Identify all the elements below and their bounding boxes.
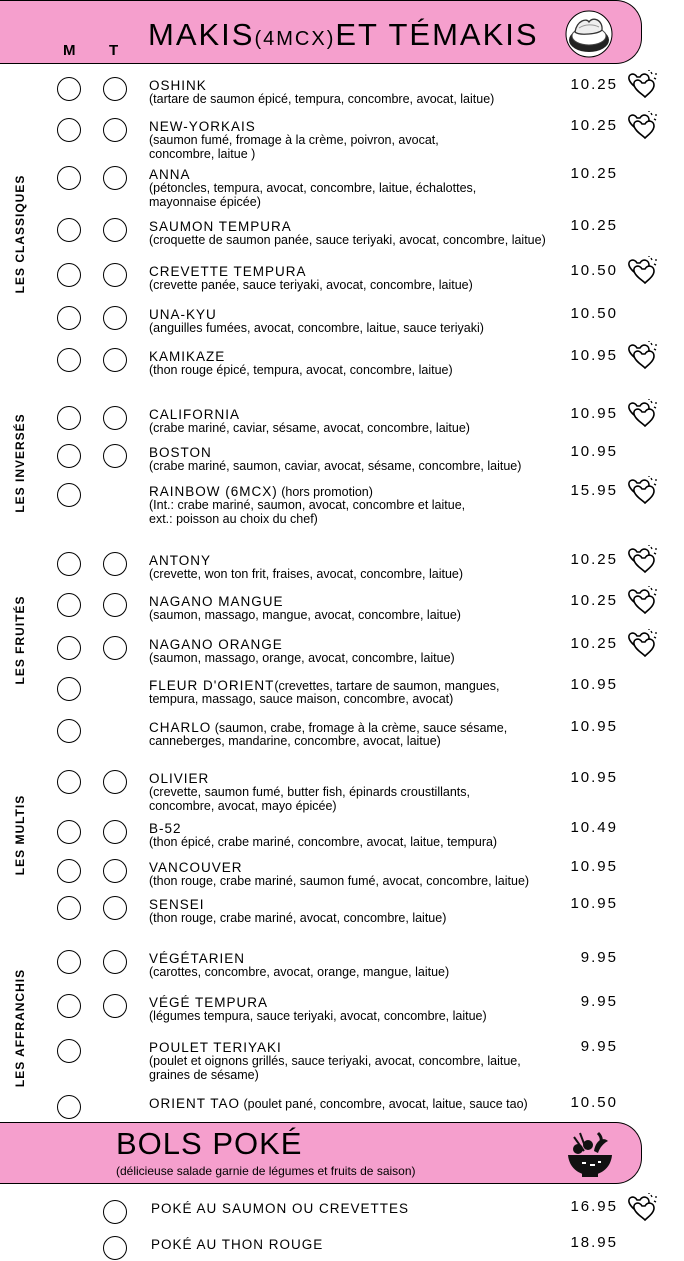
choice-t-circle[interactable] — [103, 896, 127, 920]
heart-flame-icon — [627, 110, 661, 140]
item-price: 10.25 — [570, 76, 618, 93]
poke-item-name: POKÉ AU THON ROUGE — [151, 1237, 324, 1252]
item-price: 10.25 — [570, 592, 618, 609]
choice-t-circle[interactable] — [103, 820, 127, 844]
item-name — [149, 264, 307, 279]
item-inline-desc: (saumon, crabe, fromage à la crème, sauce sésame, — [211, 721, 508, 735]
item-description: (crevette panée, sauce teriyaki, avocat, concombre, laitue) — [149, 278, 473, 292]
item-price: 9.95 — [580, 949, 618, 966]
choice-m-circle[interactable] — [57, 719, 81, 743]
choice-m-circle[interactable] — [57, 444, 81, 468]
heart-flame-icon — [627, 69, 661, 99]
choice-t-circle[interactable] — [103, 444, 127, 468]
item-price: 10.95 — [570, 443, 618, 460]
poke-bowl-icon — [564, 1129, 616, 1179]
heart-flame-icon — [627, 255, 661, 285]
choice-m-circle[interactable] — [57, 263, 81, 287]
item-inline-desc: (poulet pané, concombre, avocat, laitue, sauce tao) — [240, 1097, 528, 1111]
makis-banner — [0, 0, 642, 64]
item-price: 10.25 — [570, 217, 618, 234]
choice-m-circle[interactable] — [57, 77, 81, 101]
item-price: 10.50 — [570, 1094, 618, 1111]
item-price: 10.25 — [570, 551, 618, 568]
item-price: 10.50 — [570, 262, 618, 279]
item-description: (anguilles fumées, avocat, concombre, laitue, sauce teriyaki) — [149, 321, 484, 335]
item-name-text: BOSTON — [149, 445, 212, 460]
choice-t-circle[interactable] — [103, 118, 127, 142]
choice-m-circle[interactable] — [57, 896, 81, 920]
poke-choice-circle[interactable] — [103, 1236, 127, 1260]
column-header-t: T — [109, 42, 119, 59]
item-name — [149, 349, 225, 364]
item-name-text: ANNA — [149, 167, 191, 182]
heart-flame-icon — [627, 544, 661, 574]
item-description: canneberges, mandarine, concombre, avocat, laitue) — [149, 734, 441, 748]
item-description: (thon épicé, crabe mariné, concombre, avocat, laitue, tempura) — [149, 835, 498, 849]
section-label-affranchis: LES AFFRANCHIS — [13, 968, 27, 1088]
choice-t-circle[interactable] — [103, 166, 127, 190]
item-description: (crabe mariné, saumon, caviar, avocat, sésame, concombre, laitue) — [149, 459, 522, 473]
choice-m-circle[interactable] — [57, 636, 81, 660]
item-inline-desc: (hors promotion) — [277, 485, 373, 499]
item-name — [149, 1040, 282, 1055]
item-price: 9.95 — [580, 993, 618, 1010]
item-name-text: OLIVIER — [149, 771, 210, 786]
item-description: (Int.: crabe mariné, saumon, avocat, concombre et laitue, ext.: poisson au choix du chef) — [149, 498, 466, 526]
item-name-text: RAINBOW (6MCX) — [149, 484, 278, 499]
item-name-text: FLEUR D'ORIENT — [149, 678, 275, 693]
item-price: 10.95 — [570, 676, 618, 693]
item-price: 10.95 — [570, 895, 618, 912]
item-name — [149, 407, 240, 422]
item-name-text: CALIFORNIA — [149, 407, 241, 422]
poke-subtitle: (délicieuse salade garnie de légumes et fruits de saison) — [116, 1164, 416, 1178]
poke-item-price: 18.95 — [570, 1234, 618, 1251]
item-name-text: SENSEI — [149, 897, 205, 912]
item-price: 10.25 — [570, 117, 618, 134]
item-name-text: SAUMON TEMPURA — [149, 219, 292, 234]
sushi-icon — [565, 10, 613, 58]
choice-m-circle[interactable] — [57, 677, 81, 701]
item-name-text: VÉGÉTARIEN — [149, 951, 246, 966]
item-name-text: ANTONY — [149, 553, 212, 568]
item-description: (saumon, massago, mangue, avocat, concombre, laitue) — [149, 608, 461, 622]
item-description: (poulet et oignons grillés, sauce teriyaki, avocat, concombre, laitue, graines de sésame) — [149, 1054, 521, 1082]
choice-t-circle[interactable] — [103, 636, 127, 660]
choice-m-circle[interactable] — [57, 166, 81, 190]
item-price: 10.25 — [570, 165, 618, 182]
item-name — [149, 553, 211, 568]
item-name — [149, 1096, 528, 1112]
heart-flame-icon — [627, 628, 661, 658]
choice-t-circle[interactable] — [103, 770, 127, 794]
item-name-text: KAMIKAZE — [149, 349, 226, 364]
choice-m-circle[interactable] — [57, 859, 81, 883]
item-description: (thon rouge, crabe mariné, avocat, concombre, laitue) — [149, 911, 447, 925]
choice-t-circle[interactable] — [103, 994, 127, 1018]
item-name — [149, 167, 191, 182]
choice-t-circle[interactable] — [103, 348, 127, 372]
choice-m-circle[interactable] — [57, 1039, 81, 1063]
item-price: 10.50 — [570, 305, 618, 322]
choice-t-circle[interactable] — [103, 306, 127, 330]
choice-t-circle[interactable] — [103, 263, 127, 287]
item-description: (croquette de saumon panée, sauce teriyaki, avocat, concombre, laitue) — [149, 233, 546, 247]
section-label-fruites: LES FRUITÉS — [13, 595, 27, 685]
item-name — [149, 637, 283, 652]
item-name — [149, 594, 284, 609]
item-name-text: CHARLO — [149, 720, 212, 735]
section-label-multis: LES MULTIS — [13, 794, 27, 876]
poke-item-name: POKÉ AU SAUMON OU CREVETTES — [151, 1201, 410, 1216]
choice-m-circle[interactable] — [57, 593, 81, 617]
item-description: (crevette, won ton frit, fraises, avocat, concombre, laitue) — [149, 567, 464, 581]
item-name-text: OSHINK — [149, 78, 207, 93]
item-price: 10.95 — [570, 405, 618, 422]
section-label-inverses: LES INVERSÉS — [13, 413, 27, 513]
item-price: 10.25 — [570, 635, 618, 652]
item-name-text: POULET TERIYAKI — [149, 1040, 282, 1055]
choice-m-circle[interactable] — [57, 994, 81, 1018]
item-description: (crevette, saumon fumé, butter fish, épinards croustillants, concombre, avocat, mayo épicée) — [149, 785, 470, 813]
item-description: (saumon, massago, orange, avocat, concombre, laitue) — [149, 651, 455, 665]
item-description: (crabe mariné, caviar, sésame, avocat, concombre, laitue) — [149, 421, 470, 435]
choice-t-circle[interactable] — [103, 218, 127, 242]
item-description: tempura, massago, sauce maison, concombre, avocat) — [149, 692, 454, 706]
item-description: (thon rouge, crabe mariné, saumon fumé, avocat, concombre, laitue) — [149, 874, 530, 888]
item-name-text: CREVETTE TEMPURA — [149, 264, 307, 279]
item-name — [149, 445, 212, 460]
item-name-text: VÉGÉ TEMPURA — [149, 995, 269, 1010]
choice-m-circle[interactable] — [57, 218, 81, 242]
choice-m-circle[interactable] — [57, 348, 81, 372]
item-price: 10.95 — [570, 347, 618, 364]
item-name-text: NAGANO ORANGE — [149, 637, 283, 652]
item-name — [149, 951, 245, 966]
choice-t-circle[interactable] — [103, 593, 127, 617]
item-description: (légumes tempura, sauce teriyaki, avocat, concombre, laitue) — [149, 1009, 487, 1023]
section-label-classiques: LES CLASSIQUES — [13, 174, 27, 294]
item-name — [149, 995, 268, 1010]
heart-flame-icon — [627, 340, 661, 370]
item-name — [149, 771, 209, 786]
choice-t-circle[interactable] — [103, 552, 127, 576]
item-name — [149, 119, 256, 134]
choice-t-circle[interactable] — [103, 859, 127, 883]
item-name-text: ORIENT TAO — [149, 1096, 241, 1111]
item-name — [149, 821, 182, 836]
heart-flame-icon — [627, 1192, 661, 1222]
heart-flame-icon — [627, 398, 661, 428]
choice-m-circle[interactable] — [57, 118, 81, 142]
poke-choice-circle[interactable] — [103, 1200, 127, 1224]
item-price: 9.95 — [580, 1038, 618, 1055]
item-name-text: VANCOUVER — [149, 860, 243, 875]
item-name — [149, 897, 205, 912]
choice-m-circle[interactable] — [57, 820, 81, 844]
choice-m-circle[interactable] — [57, 1095, 81, 1119]
choice-m-circle[interactable] — [57, 552, 81, 576]
item-description: (carottes, concombre, avocat, orange, mangue, laitue) — [149, 965, 450, 979]
poke-title: BOLS POKÉ — [116, 1126, 303, 1161]
choice-t-circle[interactable] — [103, 77, 127, 101]
item-inline-desc: (crevettes, tartare de saumon, mangues, — [274, 679, 500, 693]
item-name — [149, 307, 217, 322]
choice-m-circle[interactable] — [57, 770, 81, 794]
item-name-text: NAGANO MANGUE — [149, 594, 284, 609]
item-price: 10.95 — [570, 769, 618, 786]
item-description: (tartare de saumon épicé, tempura, concombre, avocat, laitue) — [149, 92, 495, 106]
choice-m-circle[interactable] — [57, 483, 81, 507]
choice-m-circle[interactable] — [57, 950, 81, 974]
heart-flame-icon — [627, 585, 661, 615]
item-name — [149, 860, 243, 875]
item-price: 10.95 — [570, 858, 618, 875]
item-description: (thon rouge épicé, tempura, avocat, concombre, laitue) — [149, 363, 453, 377]
heart-flame-icon — [627, 475, 661, 505]
choice-t-circle[interactable] — [103, 950, 127, 974]
column-header-m: M — [63, 42, 76, 59]
poke-banner — [0, 1122, 642, 1184]
item-price: 10.49 — [570, 819, 618, 836]
item-description: (saumon fumé, fromage à la crème, poivron, avocat, concombre, laitue ) — [149, 133, 439, 161]
item-name-text: UNA-KYU — [149, 307, 217, 322]
choice-m-circle[interactable] — [57, 406, 81, 430]
item-price: 10.95 — [570, 718, 618, 735]
item-name-text: B-52 — [149, 821, 182, 836]
item-price: 15.95 — [570, 482, 618, 499]
item-name-text: NEW-YORKAIS — [149, 119, 256, 134]
choice-t-circle[interactable] — [103, 406, 127, 430]
poke-item-price: 16.95 — [570, 1198, 618, 1215]
item-name — [149, 219, 292, 234]
page-title: MAKIS(4MCX)ET TÉMAKIS — [148, 17, 539, 52]
choice-m-circle[interactable] — [57, 306, 81, 330]
item-description: (pétoncles, tempura, avocat, concombre, laitue, échalottes, mayonnaise épicée) — [149, 181, 477, 209]
item-name — [149, 78, 207, 93]
